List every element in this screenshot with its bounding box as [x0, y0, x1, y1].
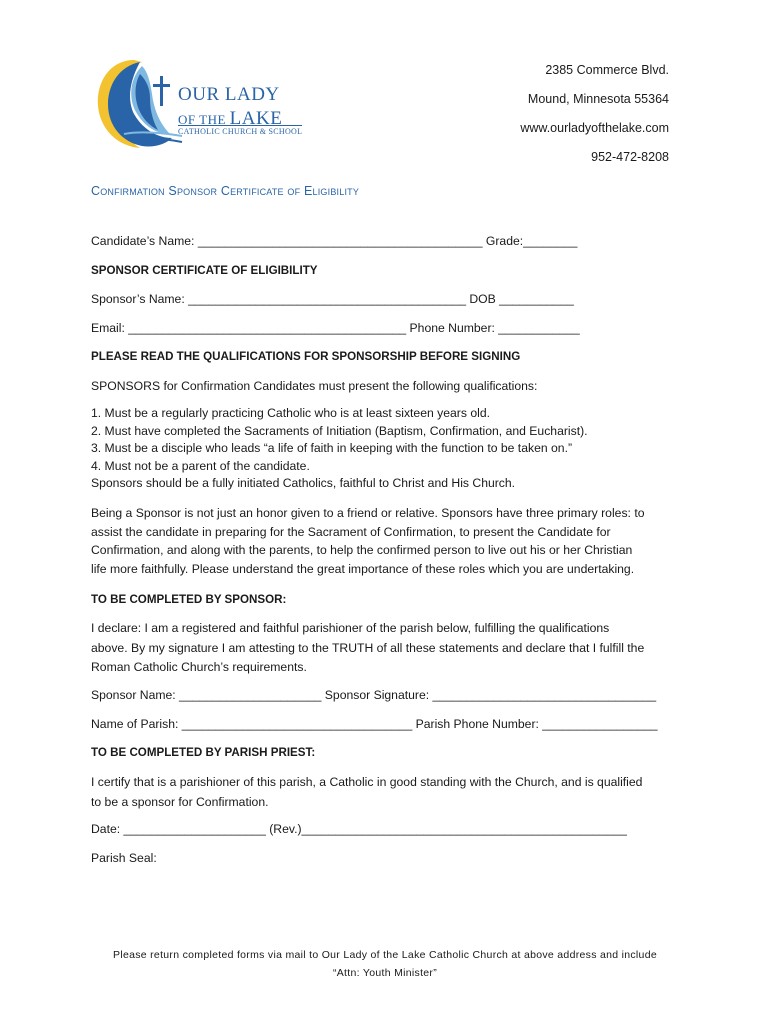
- footer-note: [0, 946, 770, 982]
- section-heading-sponsor-certificate: SPONSOR CERTIFICATE OF ELIGIBILITY: [91, 264, 318, 277]
- document-title: Confirmation Sponsor Certificate of Eligibility: [91, 184, 360, 198]
- qualifications-list: [91, 405, 681, 493]
- email-phone-field[interactable]: Email: _________________________________________ Phone Number: ____________: [91, 321, 580, 335]
- candidate-name-field[interactable]: Candidate’s Name: __________________________________________ Grade:________: [91, 234, 578, 248]
- org-name-lake: LAKE: [229, 108, 283, 129]
- sponsor-signature-field[interactable]: Sponsor Name: _____________________ Sponsor Signature: _________________________________: [91, 688, 657, 702]
- qualification-item: 1. Must be a regularly practicing Catholic who is at least sixteen years old.: [91, 406, 490, 420]
- declaration-paragraph: [91, 619, 681, 678]
- qualification-item: Sponsors should be a fully initiated Catholics, faithful to Christ and His Church.: [91, 476, 516, 490]
- qualification-item: 2. Must have completed the Sacraments of Initiation (Baptism, Confirmation, and Eucharist).: [91, 423, 588, 438]
- certify-paragraph: [91, 773, 681, 812]
- paragraph-line: Confirmation, and along with the parents, to help the confirmed person to live out his or her Christian: [91, 543, 633, 557]
- address-website: www.ourladyofthelake.com: [520, 121, 669, 135]
- qualification-item: 3. Must be a disciple who leads “a life of faith in keeping with the function to be taken on.”: [91, 441, 573, 455]
- org-name-line1: OUR LADY: [178, 84, 280, 105]
- qualifications-heading: PLEASE READ THE QUALIFICATIONS FOR SPONSORSHIP BEFORE SIGNING: [91, 350, 521, 363]
- address-phone: 952-472-8208: [591, 150, 669, 164]
- parish-seal-label: Parish Seal:: [91, 851, 157, 865]
- address-street: 2385 Commerce Blvd.: [545, 63, 669, 77]
- paragraph-line: to be a sponsor for Confirmation.: [91, 794, 269, 809]
- footer-line: Please return completed forms via mail to Our Lady of the Lake Catholic Church at above address and include: [113, 949, 657, 961]
- paragraph-line: Roman Catholic Church’s requirements.: [91, 660, 307, 674]
- org-name-line3: CATHOLIC CHURCH & SCHOOL: [178, 127, 303, 136]
- parish-name-phone-field[interactable]: Name of Parish: __________________________________ Parish Phone Number: _________________: [91, 717, 658, 731]
- qualification-item: 4. Must not be a parent of the candidate.: [91, 458, 310, 473]
- madonna-cross-icon: [94, 54, 184, 154]
- priest-section-heading: TO BE COMPLETED BY PARISH PRIEST:: [91, 746, 316, 759]
- footer-line: “Attn: Youth Minister”: [332, 967, 438, 979]
- qualifications-intro: SPONSORS for Confirmation Candidates must present the following qualifications:: [91, 379, 538, 393]
- org-name-of-the: OF THE: [178, 112, 230, 127]
- date-rev-field[interactable]: Date: _____________________ (Rev.)________________________________________________: [91, 822, 627, 836]
- address-city: Mound, Minnesota 55364: [527, 92, 669, 106]
- paragraph-line: assist the candidate in preparing for the Sacrament of Confirmation, to present the Candidate for: [91, 524, 611, 539]
- paragraph-line: Being a Sponsor is not just an honor given to a friend or relative. Sponsors have three primary roles: to: [91, 506, 645, 520]
- sponsor-name-field[interactable]: Sponsor’s Name: _________________________________________ DOB ___________: [91, 292, 574, 306]
- paragraph-line: life more faithfully. Please understand the great importance of these roles which you are undertaking.: [91, 561, 635, 576]
- paragraph-line: I certify that is a parishioner of this parish, a Catholic in good standing with the Church, and is qualified: [91, 775, 643, 789]
- roles-paragraph: [91, 504, 681, 578]
- sponsor-section-heading: TO BE COMPLETED BY SPONSOR:: [91, 593, 287, 606]
- paragraph-line: I declare: I am a registered and faithful parishioner of the parish below, fulfilling the qualifications: [91, 621, 610, 635]
- paragraph-line: above. By my signature I am attesting to the TRUTH of all these statements and declare that I fulfill the: [91, 640, 645, 655]
- address-block: [520, 56, 669, 172]
